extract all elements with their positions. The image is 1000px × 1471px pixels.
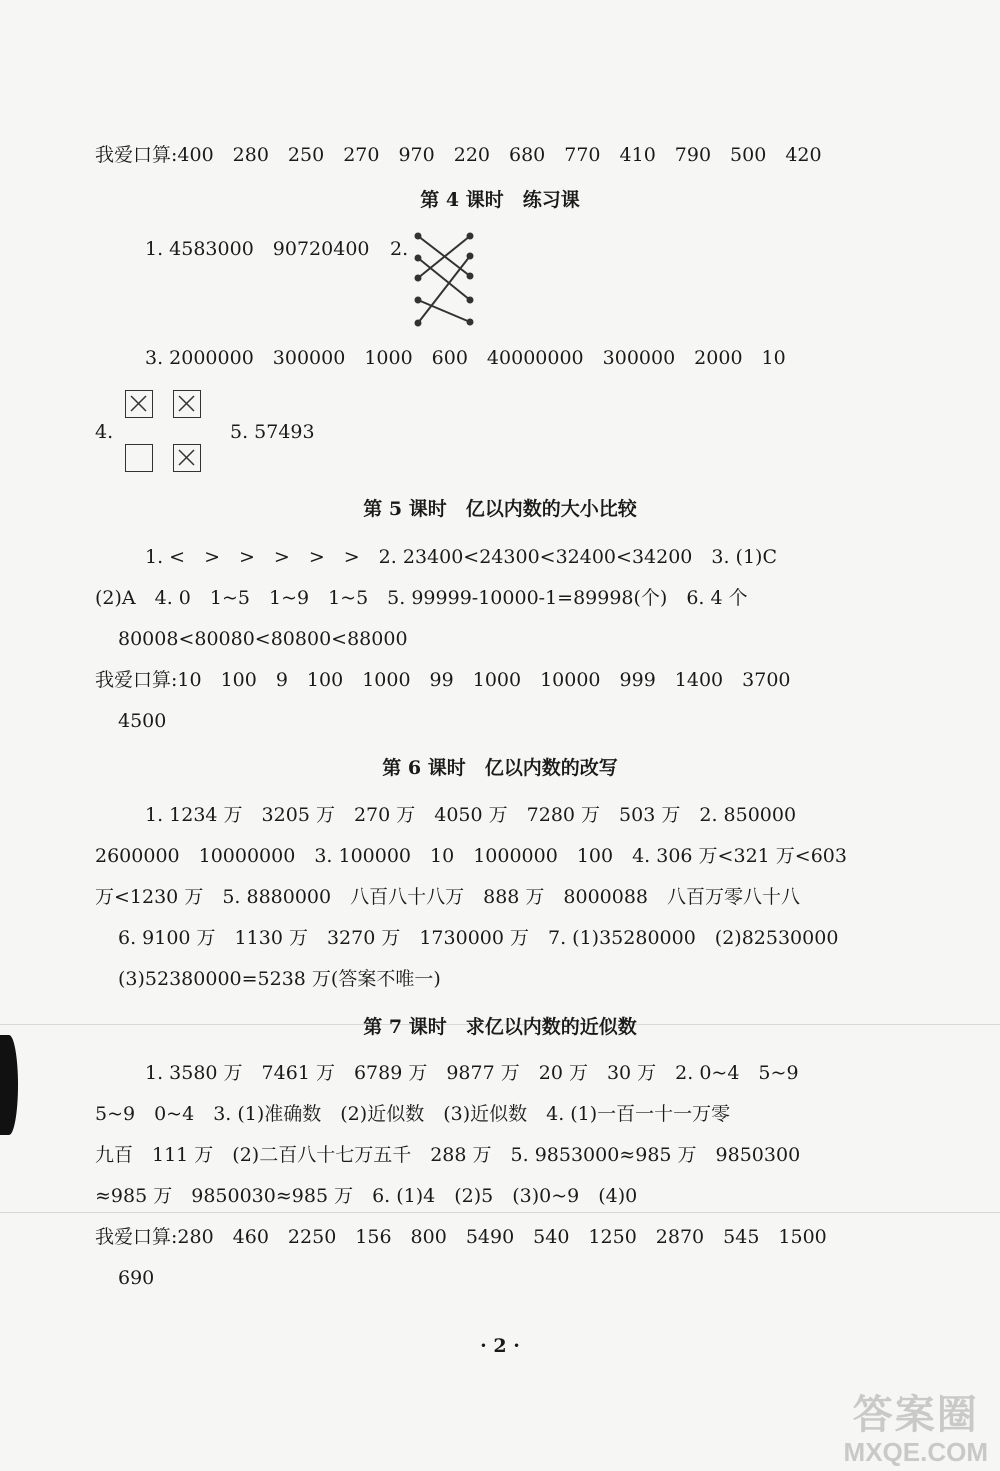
watermark-text: 答案圈 <box>852 1393 979 1437</box>
section-title-6: 第 6 课时 亿以内数的改写 <box>382 757 618 779</box>
s6-line-3: 万<1230 万 5. 8880000 八百八十八万 888 万 8000088 八百万零八十八 <box>95 886 801 908</box>
checkbox-crossed <box>173 390 201 418</box>
s7-line-1: 1. 3580 万 7461 万 6789 万 9877 万 20 万 30 万 2. 0~4 5~9 <box>145 1062 799 1084</box>
match-line-4 <box>418 256 470 323</box>
s4-q5: 5. 57493 <box>230 421 315 443</box>
match-line-5 <box>418 300 470 322</box>
watermark-logo <box>844 1395 988 1465</box>
s6-line-4: 6. 9100 万 1130 万 3270 万 1730000 万 7. (1)35280000 (2)82530000 <box>118 927 839 949</box>
mental-math-line: 我爱口算:400 280 250 270 970 220 680 770 410 790 500 420 <box>95 144 822 166</box>
s4-q4-label: 4. <box>95 421 114 443</box>
section-title-5: 第 5 课时 亿以内数的大小比较 <box>363 498 637 520</box>
checkbox-crossed <box>173 444 201 472</box>
scan-fold-line <box>0 1212 1000 1213</box>
s7-line-6: 690 <box>118 1267 155 1289</box>
s7-line-3: 九百 111 万 (2)二百八十七万五千 288 万 5. 9853000≈985 万 9850300 <box>95 1144 801 1166</box>
s5-line-3: 80008<80080<80800<88000 <box>118 628 408 650</box>
s5-line-2: (2)A 4. 0 1~5 1~9 1~5 5. 99999-10000-1=89998(个) 6. 4 个 <box>95 587 748 609</box>
section-title-4: 第 4 课时 练习课 <box>420 189 580 211</box>
s6-line-5: (3)52380000=5238 万(答案不唯一) <box>118 968 441 990</box>
s5-line-4: 我爱口算:10 100 9 100 1000 99 1000 10000 999 1400 3700 <box>95 669 791 691</box>
checkbox-crossed <box>125 390 153 418</box>
checkbox-empty <box>125 444 153 472</box>
page-number: · 2 · <box>480 1335 520 1357</box>
match-line-2 <box>418 258 470 300</box>
s6-line-2: 2600000 10000000 3. 100000 10 1000000 100 4. 306 万<321 万<603 <box>95 845 847 867</box>
s5-line-1: 1. < > > > > > 2. 23400<24300<32400<34200 3. (1)C <box>145 546 778 568</box>
s7-line-4: ≈985 万 9850030≈985 万 6. (1)4 (2)5 (3)0~9 (4)0 <box>95 1185 638 1207</box>
s4-q3: 3. 2000000 300000 1000 600 40000000 300000 2000 10 <box>145 347 786 369</box>
s4-q1: 1. 4583000 90720400 <box>145 238 370 260</box>
s7-line-2: 5~9 0~4 3. (1)准确数 (2)近似数 (3)近似数 4. (1)一百一十一万零 <box>95 1103 731 1125</box>
s5-line-5: 4500 <box>118 710 167 732</box>
scan-edge-shadow <box>0 1035 18 1135</box>
matching-lines-diagram <box>408 228 480 328</box>
s6-line-1: 1. 1234 万 3205 万 270 万 4050 万 7280 万 503 万 2. 850000 <box>145 804 797 826</box>
watermark-url: MXQE.COM <box>843 1437 988 1467</box>
s4-q2-label: 2. <box>390 238 409 260</box>
s7-line-5: 我爱口算:280 460 2250 156 800 5490 540 1250 2870 545 1500 <box>95 1226 827 1248</box>
section-title-7: 第 7 课时 求亿以内数的近似数 <box>363 1016 637 1038</box>
